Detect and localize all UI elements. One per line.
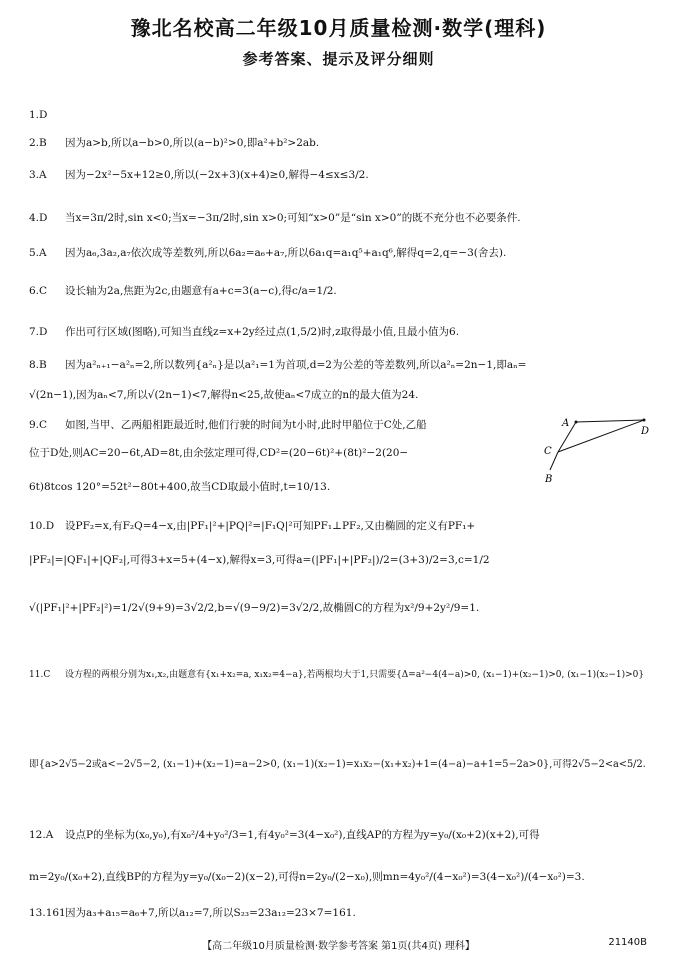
answer-text: 因为a²ₙ₊₁−a²ₙ=2,所以数列{a²ₙ}是以a²₁=1为首项,d=2为公差的等差数列,所以a²ₙ=2n−1,即aₙ= [65, 359, 527, 371]
answer-number: 6.C [29, 285, 48, 297]
answer-text: 作出可行区域(图略),可知当直线z=x+2y经过点(1,5/2)时,z取得最小值,且最小值为6. [65, 326, 460, 338]
answer-line [29, 519, 475, 533]
answer-line [29, 758, 646, 772]
answer-text: 因为−2x²−5x+12≥0,所以(−2x+3)(x+4)≥0,解得−4≤x≤3/2. [65, 169, 369, 181]
answer-number: 5.A [29, 247, 47, 259]
answer-line [29, 108, 65, 122]
answer-number: 13.161 [29, 907, 66, 919]
answer-text: 因为a₆,3a₂,a₇依次成等差数列,所以6a₂=a₆+a₇,所以6a₁q=a₁q⁵+a₁q⁶,解得q=2,q=−3(舍去). [65, 247, 507, 259]
answer-text: 设长轴为2a,焦距为2c,由题意有a+c=3(a−c),得c/a=1/2. [65, 285, 337, 297]
answer-line [29, 388, 418, 402]
answer-line [29, 211, 521, 225]
answer-line [29, 870, 585, 884]
segment-ad [576, 420, 644, 422]
answer-number: 4.D [29, 212, 48, 224]
answer-line [29, 418, 427, 432]
answer-text: 设PF₂=x,有F₂Q=4−x,由|PF₁|²+|PQ|²=|F₁Q|²可知PF₁⊥PF₂,又由椭圆的定义有PF₁+ [65, 520, 476, 532]
answer-text: 如图,当甲、乙两船相距最近时,他们行驶的时间为t小时,此时甲船位于C处,乙船 [65, 419, 427, 431]
answer-text: √(2n−1),因为aₙ<7,所以√(2n−1)<7,解得n<25,故使aₙ<7成立的n的最大值为24. [29, 389, 419, 401]
answer-text: 即{a>2√5−2或a<−2√5−2, (x₁−1)+(x₂−1)=a−2>0, (x₁−1)(x₂−1)=x₁x₂−(x₁+x₂)+1=(4−a)−a+1=5−2a>0},可得2√5−2<a<5/2. [29, 759, 646, 770]
label-a: A [562, 418, 570, 429]
answer-number: 2.B [29, 137, 47, 149]
answer-line [29, 136, 319, 150]
answer-number: 9.C [29, 419, 48, 431]
answer-text: 6t)8tcos 120°=52t²−80t+400,故当CD取最小值时,t=10/13. [29, 481, 331, 493]
answer-line [29, 446, 408, 460]
answer-number: 12.A [29, 829, 54, 841]
label-b: B [545, 474, 553, 485]
answer-line [29, 325, 459, 339]
page-title: 豫北名校高二年级10月质量检测·数学(理科) [130, 16, 547, 40]
answer-text: m=2y₀/(x₀+2),直线BP的方程为y=y₀/(x₀−2)(x−2),可得n=2y₀/(2−x₀),则mn=4y₀²/(4−x₀²)=3(4−x₀²)/(4−x₀²)=3. [29, 871, 585, 883]
page-footer: 【高二年级10月质量检测·数学参考答案 第1页(共4页) 理科】 [202, 941, 475, 952]
answer-line [29, 284, 337, 298]
answer-number: 11.C [29, 670, 51, 680]
answer-text: 设方程的两根分别为x₁,x₂,由题意有{x₁+x₂=a, x₁x₂=4−a},若两根均大于1,只需要{Δ=a²−4(4−a)>0, (x₁−1)+(x₂−1)>0, (x₁−1)(x₂−1)>0} [65, 670, 645, 680]
answer-line [29, 668, 644, 682]
answer-text: √(|PF₁|²+|PF₂|²)=1/2√(9+9)=3√2/2,b=√(9−9/2)=3√2/2,故椭圆C的方程为x²/9+2y²/9=1. [29, 602, 480, 614]
answer-line [29, 828, 540, 842]
answer-line [29, 906, 356, 920]
answer-line [29, 601, 479, 615]
page-subtitle: 参考答案、提示及评分细则 [242, 50, 435, 68]
label-c: C [544, 446, 552, 457]
answer-number: 8.B [29, 359, 47, 371]
answer-text: 因为a>b,所以a−b>0,所以(a−b)²>0,即a²+b²>2ab. [65, 137, 320, 149]
answer-text: 位于D处,则AC=20−6t,AD=8t,由余弦定理可得,CD²=(20−6t)²+(8t)²−2(20− [29, 447, 409, 459]
answer-line [29, 553, 490, 567]
ship-diagram [532, 412, 657, 487]
point-d [643, 419, 646, 422]
answer-text: 设点P的坐标为(x₀,y₀),有x₀²/4+y₀²/3=1,有4y₀²=3(4−x₀²),直线AP的方程为y=y₀/(x₀+2)(x+2),可得 [65, 829, 540, 841]
answer-line [29, 480, 330, 494]
answer-number: 10.D [29, 520, 55, 532]
answer-text: 当x=3π/2时,sin x<0;当x=−3π/2时,sin x>0;可知“x>0”是“sin x>0”的既不充分也不必要条件. [65, 212, 521, 224]
answer-number: 3.A [29, 169, 47, 181]
answer-text: |PF₂|=|QF₁|+|QF₂|,可得3+x=5+(4−x),解得x=3,可得a=(|PF₁|+|PF₂|)/2=(3+3)/2=3,c=1/2 [29, 554, 490, 566]
answer-number: 7.D [29, 326, 48, 338]
document-code: 21140B [608, 937, 647, 948]
label-d: D [641, 426, 650, 437]
point-a [575, 421, 578, 424]
segment-cd [558, 420, 644, 452]
answer-line [29, 358, 526, 372]
answer-number: 1.D [29, 109, 48, 121]
answer-line [29, 246, 506, 260]
answer-line [29, 168, 369, 182]
answer-text: 因为a₃+a₁₅=a₆+7,所以a₁₂=7,所以S₂₃=23a₁₂=23×7=161. [65, 907, 356, 919]
